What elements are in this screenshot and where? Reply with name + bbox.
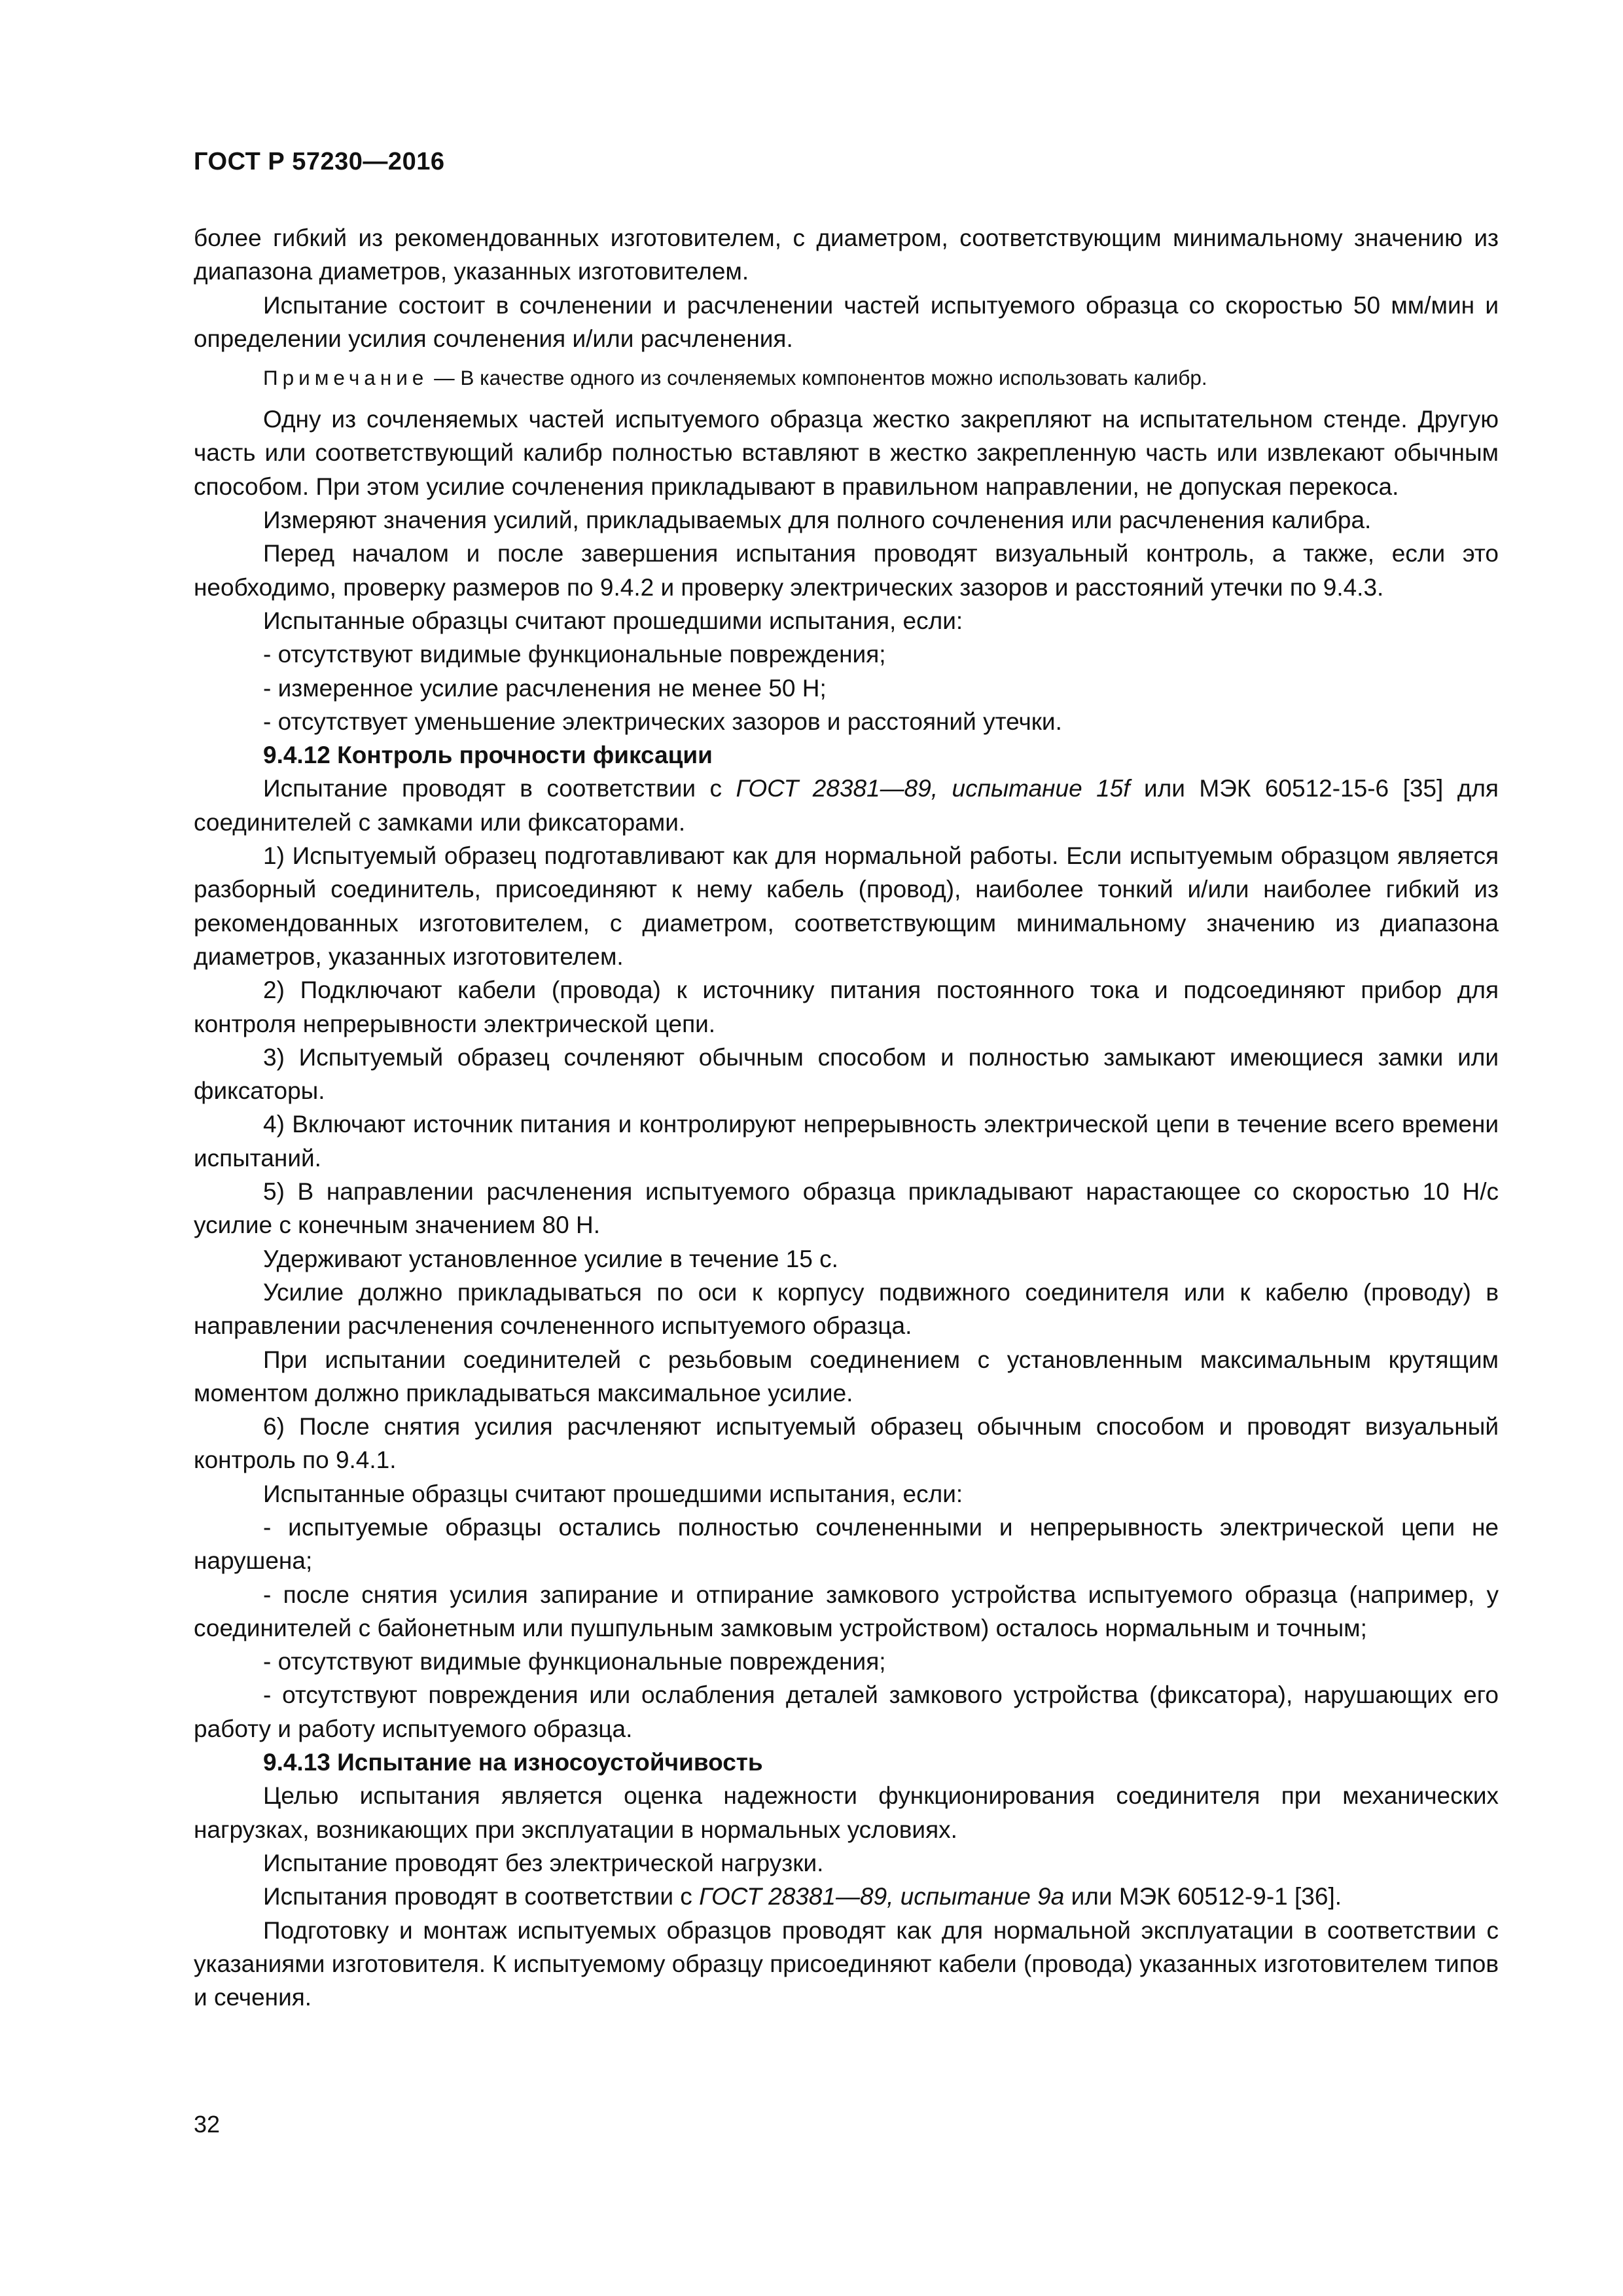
- paragraph: Одну из сочленяемых частей испытуемого образца жестко закрепляют на испытательном стенде. Другую часть или соответствующий калибр полностью вставляют в жестко закрепленную часть или извлекают обычным способом. При этом усилие сочленения прикладывают в правильном направлении, не допуская перекоса.: [194, 406, 1499, 500]
- paragraph: Подготовку и монтаж испытуемых образцов проводят как для нормальной эксплуатации в соответствии с указаниями изготовителя. К испытуемому образцу присоединяют кабели (провода) указанных изготовителем типов и сечения.: [194, 1916, 1499, 2011]
- standard-reference: ГОСТ 28381—89, испытание 9а: [699, 1883, 1065, 1910]
- paragraph: Испытанные образцы считают прошедшими испытания, если:: [263, 1480, 963, 1507]
- paragraph: более гибкий из рекомендованных изготовителем, с диаметром, соответствующим минимальному значению из диапазона диаметров, указанных изготовителем.: [194, 224, 1499, 285]
- step-item: 3) Испытуемый образец сочленяют обычным способом и полностью замыкают имеющиеся замки или фиксаторы.: [194, 1043, 1499, 1105]
- standard-reference: ГОСТ 28381—89, испытание 15f: [736, 775, 1130, 802]
- paragraph: Целью испытания является оценка надежности функционирования соединителя при механических нагрузках, возникающих при эксплуатации в нормальных условиях.: [194, 1782, 1499, 1843]
- text-run: или МЭК 60512-9-1 [36].: [1064, 1883, 1342, 1910]
- step-item: 4) Включают источник питания и контролируют непрерывность электрической цепи в течение всего времени испытаний.: [194, 1111, 1499, 1172]
- step-item: 6) После снятия усилия расчленяют испытуемый образец обычным способом и проводят визуальный контроль по 9.4.1.: [194, 1413, 1499, 1474]
- paragraph: Испытание проводят без электрической нагрузки.: [263, 1849, 824, 1876]
- paragraph: Испытанные образцы считают прошедшими испытания, если:: [263, 607, 963, 634]
- text-run: Испытание проводят в соответствии с: [263, 775, 736, 802]
- step-item: 5) В направлении расчленения испытуемого образца прикладывают нарастающее со скоростью 10 Н/с усилие с конечным значением 80 Н.: [194, 1178, 1499, 1239]
- paragraph: Удерживают установленное усилие в течение 15 с.: [263, 1245, 838, 1272]
- step-item: 1) Испытуемый образец подготавливают как для нормальной работы. Если испытуемым образцом является разборный соединитель, присоединяют к нему кабель (провод), наиболее тонкий и/или наиболее гибкий из рекомендованных изготовителем, с диаметром, соответствующим минимальному значению из диапазона диаметров, указанных изготовителем.: [194, 842, 1499, 970]
- list-item: - отсутствуют повреждения или ослабления деталей замкового устройства (фиксатора), нарушающих его работу и работу испытуемого образца.: [194, 1681, 1499, 1742]
- paragraph: [194, 1880, 1499, 1913]
- document-body: [194, 221, 1499, 2014]
- paragraph: Испытание состоит в сочленении и расчленении частей испытуемого образца со скоростью 50 мм/мин и определении усилия сочленения и/или расчленения.: [194, 291, 1499, 352]
- paragraph: При испытании соединителей с резьбовым соединением с установленным максимальным крутящим моментом должно прикладываться максимальное усилие.: [194, 1346, 1499, 1407]
- paragraph: Измеряют значения усилий, прикладываемых для полного сочленения или расчленения калибра.: [263, 507, 1372, 534]
- list-item: - после снятия усилия запирание и отпирание замкового устройства испытуемого образца (например, у соединителей с байонетным или пушпульным замковым устройством) осталось нормальным и точным;: [194, 1581, 1499, 1641]
- text-run: или МЭК 60512-15-6 [35] для соединителей с замками или фиксаторами.: [194, 775, 1499, 836]
- document-code-header: ГОСТ Р 57230—2016: [194, 148, 445, 175]
- section-heading-9-4-12: 9.4.12 Контроль прочности фиксации: [263, 742, 713, 769]
- list-item: - испытуемые образцы остались полностью сочлененными и непрерывность электрической цепи не нарушена;: [194, 1513, 1499, 1575]
- note: [194, 362, 1499, 393]
- list-item: - отсутствует уменьшение электрических зазоров и расстояний утечки.: [263, 708, 1062, 735]
- list-item: - отсутствуют видимые функциональные повреждения;: [263, 641, 886, 668]
- list-item: - отсутствуют видимые функциональные повреждения;: [263, 1648, 886, 1676]
- text-run: Испытания проводят в соответствии с: [263, 1883, 700, 1910]
- paragraph: Перед началом и после завершения испытания проводят визуальный контроль, а также, если это необходимо, проверку размеров по 9.4.2 и проверку электрических зазоров и расстояний утечки по 9.4.3.: [194, 540, 1499, 601]
- note-text: — В качестве одного из сочленяемых компонентов можно использовать калибр.: [428, 366, 1207, 390]
- paragraph: Усилие должно прикладываться по оси к корпусу подвижного соединителя или к кабелю (проводу) в направлении расчленения сочлененного испытуемого образца.: [194, 1278, 1499, 1340]
- page-number: 32: [194, 2111, 221, 2138]
- section-heading-9-4-13: 9.4.13 Испытание на износоустойчивость: [263, 1749, 763, 1776]
- list-item: - измеренное усилие расчленения не менее 50 Н;: [263, 674, 827, 702]
- step-item: 2) Подключают кабели (провода) к источнику питания постоянного тока и подсоединяют прибор для контроля непрерывности электрической цепи.: [194, 977, 1499, 1037]
- note-label: Примечание: [263, 366, 429, 390]
- paragraph: [194, 772, 1499, 839]
